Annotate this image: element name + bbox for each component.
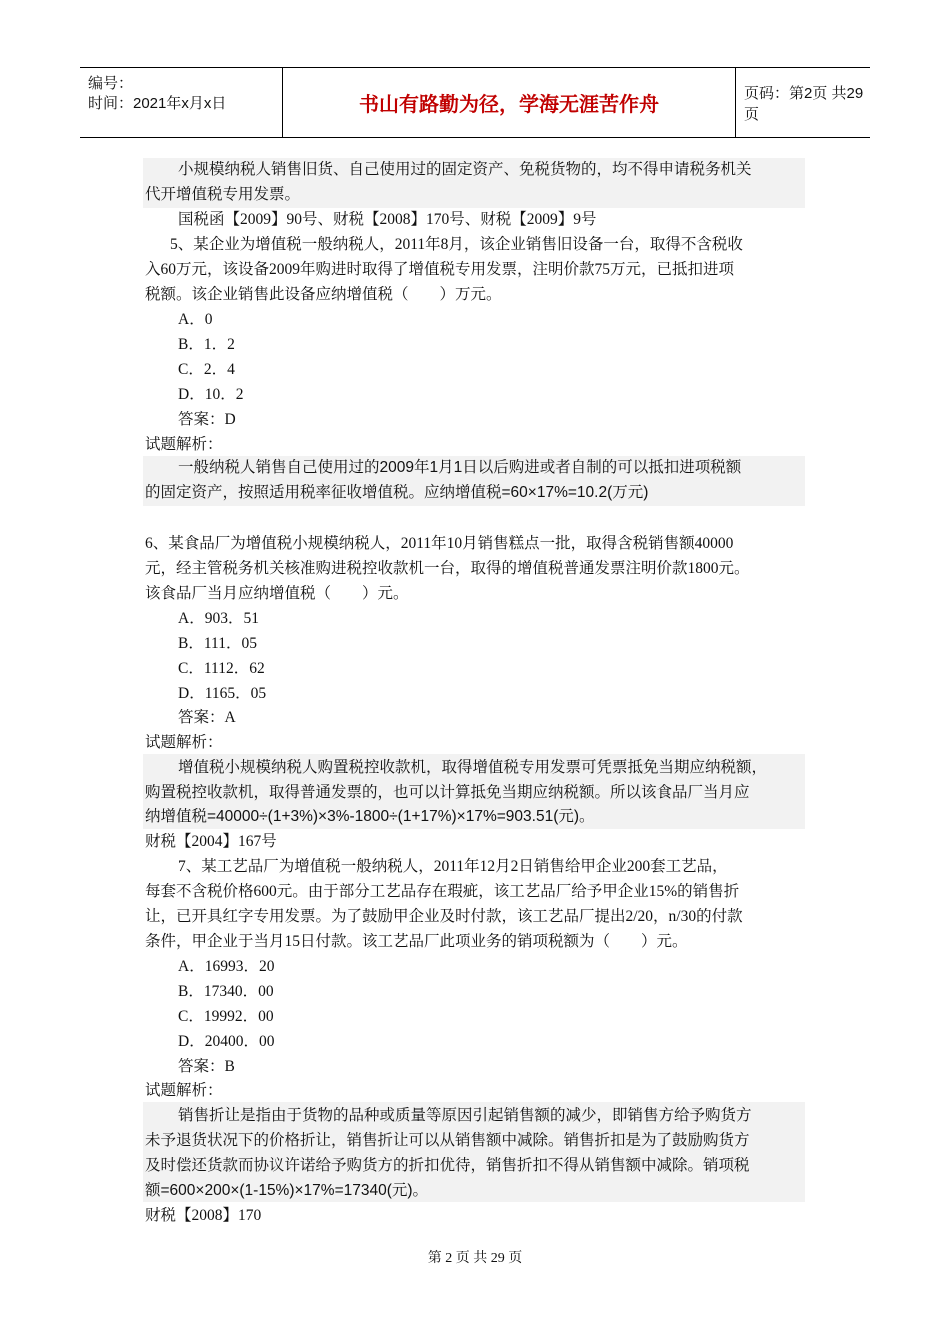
option-a: A．0	[178, 311, 213, 328]
analysis-heading: 试题解析：	[145, 436, 223, 453]
option-b: B．17340．00	[178, 983, 274, 1000]
option-c: C．1112．62	[178, 660, 265, 677]
answer-line: 答案：B	[178, 1058, 235, 1075]
question-7-line: 让，已开具红字专用发票。为了鼓励甲企业及时付款，该工艺品厂提出2/20，n/30的付款	[145, 908, 743, 925]
question-7-line: 条件，甲企业于当月15日付款。该工艺品厂此项业务的销项税额为（ ）元。	[145, 933, 688, 950]
question-7-line: 7、某工艺品厂为增值税一般纳税人，2011年12月2日销售给甲企业200套工艺品，	[178, 858, 728, 875]
analysis-line: 增值税小规模纳税人购置税控收款机，取得增值税专用发票可凭票抵免当期应纳税额，	[178, 759, 768, 776]
answer-line: 答案：D	[178, 411, 236, 428]
text-line: 小规模纳税人销售旧货、自己使用过的固定资产、免税货物的，均不得申请税务机关	[178, 161, 752, 178]
option-b: B．111．05	[178, 635, 257, 652]
analysis-line: 销售折让是指由于货物的品种或质量等原因引起销售额的减少，即销售方给予购货方	[178, 1107, 752, 1124]
question-6-line: 元，经主管税务机关核准购进税控收款机一台，取得的增值税普通发票注明价款1800元。	[145, 560, 750, 577]
question-6-line: 该食品厂当月应纳增值税（ ）元。	[145, 585, 409, 602]
text-line: 代开增值税专用发票。	[145, 186, 301, 203]
document-time-label: 时间：2021年x月x日	[88, 95, 227, 112]
reference-line: 财税【2004】167号	[145, 833, 277, 850]
option-a: A．16993．20	[178, 958, 275, 975]
analysis-line: 购置税控收款机，取得普通发票的，也可以计算抵免当期应纳税额。所以该食品厂当月应	[145, 784, 750, 801]
question-7-line: 每套不含税价格600元。由于部分工艺品存在瑕疵，该工艺品厂给予甲企业15%的销售折	[145, 883, 740, 900]
text-line: 国税函【2009】90号、财税【2008】170号、财税【2009】9号	[178, 211, 597, 228]
option-c: C．2．4	[178, 361, 235, 378]
page-footer: 第 2 页 共 29 页	[427, 1251, 523, 1266]
option-d: D．10．2	[178, 386, 244, 403]
analysis-heading: 试题解析：	[145, 1082, 223, 1099]
question-5-line: 5、某企业为增值税一般纳税人，2011年8月，该企业销售旧设备一台，取得不含税收	[170, 236, 743, 253]
header-center-cell	[282, 68, 736, 137]
question-5-line: 入60万元，该设备2009年购进时取得了增值税专用发票，注明价款75万元，已抵扣进项	[145, 261, 735, 278]
analysis-line: 额=600×200×(1-15%)×17%=17340(元)。	[145, 1182, 429, 1199]
question-6-line: 6、某食品厂为增值税小规模纳税人，2011年10月销售糕点一批，取得含税销售额40000	[145, 535, 734, 552]
page-header	[80, 67, 870, 138]
analysis-line: 未予退货状况下的价格折让，销售折让可以从销售额中减除。销售折扣是为了鼓励购货方	[145, 1132, 750, 1149]
question-5-line: 税额。该企业销售此设备应纳增值税（ ）万元。	[145, 286, 502, 303]
option-d: D．1165．05	[178, 685, 267, 702]
header-left-cell	[80, 68, 282, 137]
analysis-line: 及时偿还货款而协议许诺给予购货方的折扣优待，销售折扣不得从销售额中减除。销项税	[145, 1157, 750, 1174]
analysis-line: 一般纳税人销售自己使用过的2009年1月1日以后购进或者自制的可以抵扣进项税额	[178, 459, 742, 476]
answer-line: 答案：A	[178, 709, 236, 726]
option-a: A．903．51	[178, 610, 259, 627]
header-right-cell	[736, 68, 870, 137]
option-b: B．1．2	[178, 336, 235, 353]
analysis-line: 纳增值税=40000÷(1+3%)×3%-1800÷(1+17%)×17%=903.51(元)。	[145, 808, 595, 825]
reference-line: 财税【2008】170	[145, 1207, 262, 1224]
header-motto: 书山有路勤为径，学海无涯苦作舟	[359, 92, 659, 116]
option-c: C．19992．00	[178, 1008, 274, 1025]
option-d: D．20400．00	[178, 1033, 275, 1050]
analysis-line: 的固定资产，按照适用税率征收增值税。应纳增值税=60×17%=10.2(万元)	[145, 484, 649, 501]
analysis-heading: 试题解析：	[145, 734, 223, 751]
header-page-info: 页码：第2页 共29页	[744, 84, 864, 123]
document-code-label: 编号：	[88, 75, 134, 92]
